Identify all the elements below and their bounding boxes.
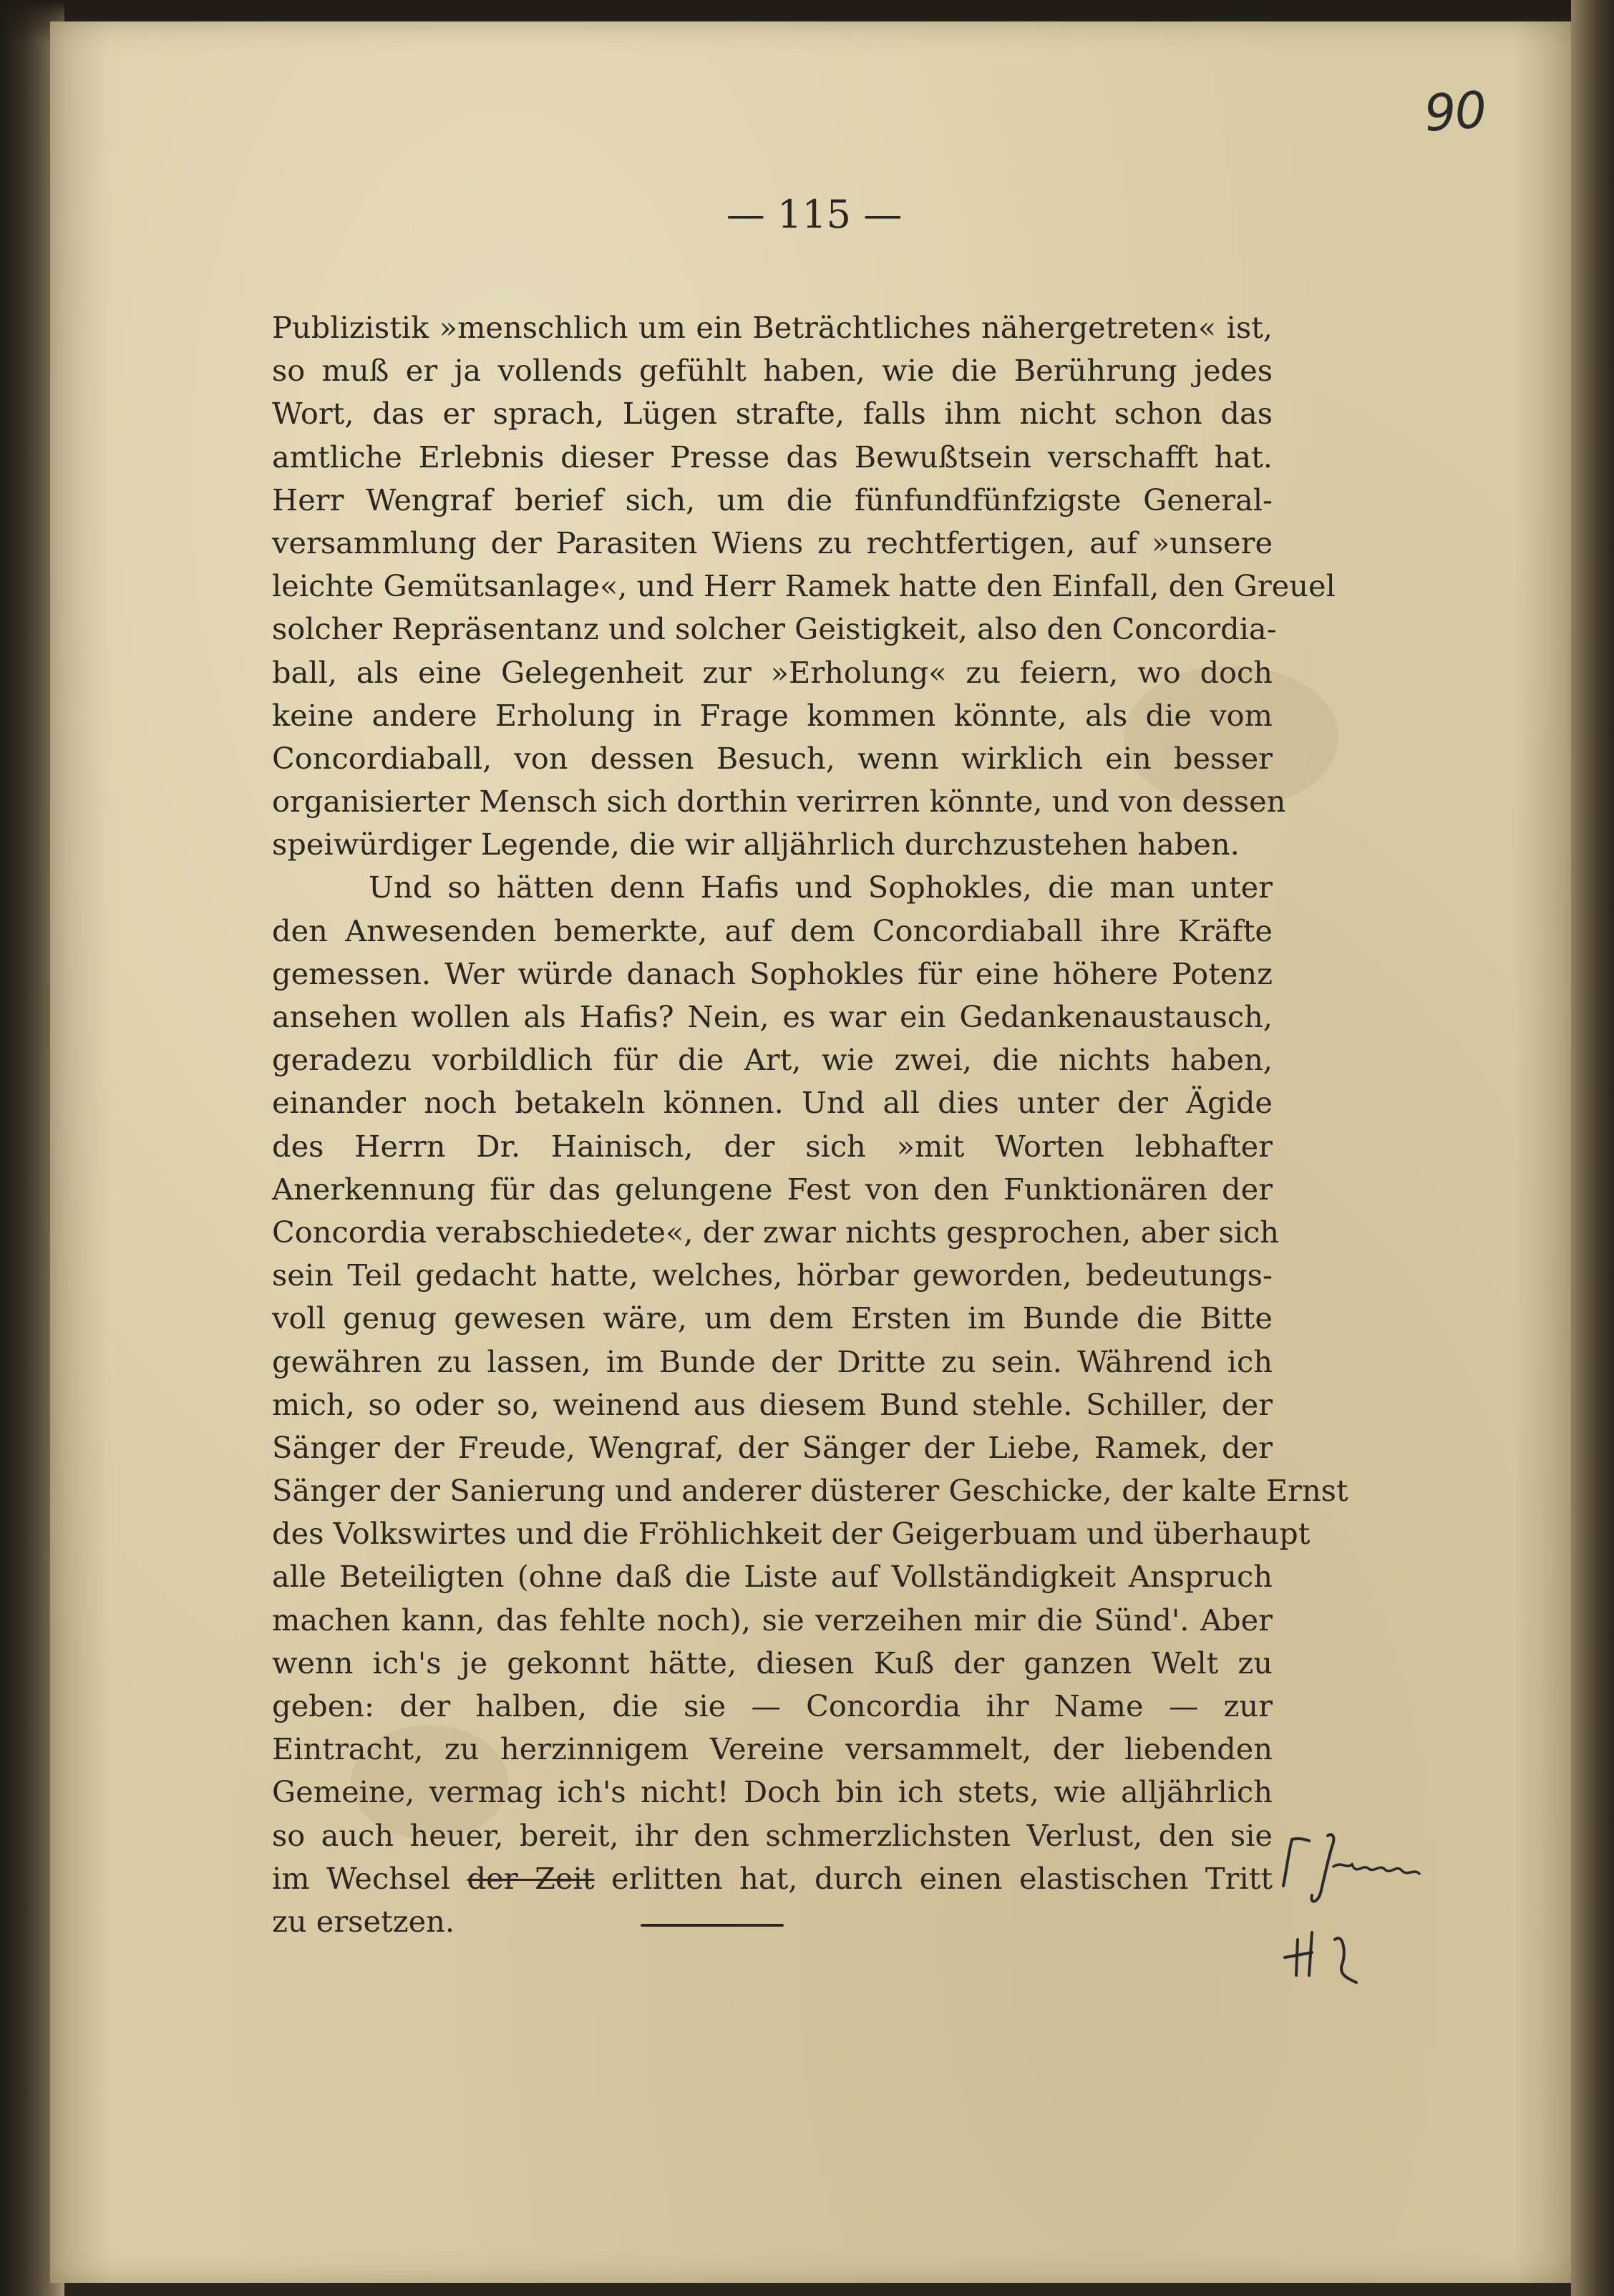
text-line: gemessen. Wer würde danach Sophokles für eine höhere Potenz — [272, 955, 1273, 991]
text-line: ball, als eine Gelegenheit zur »Erholung« zu feiern, wo doch — [272, 654, 1273, 690]
text-line: Sänger der Sanierung und anderer düsterer Geschicke, der kalte Ernst — [272, 1473, 1348, 1509]
text-line: sein Teil gedacht hatte, welches, hörbar geworden, bedeutungs- — [272, 1258, 1273, 1293]
text-line: mich, so oder so, weinend aus diesem Bund stehle. Schiller, der — [272, 1386, 1273, 1422]
text-line: den Anwesenden bemerkte, auf dem Concordiaball ihre Kräfte — [272, 913, 1273, 948]
text-line: Anerkennung für das gelungene Fest von den Funktionären der — [272, 1171, 1273, 1207]
text-line: versammlung der Parasiten Wiens zu rechtfertigen, auf »unsere — [272, 525, 1273, 560]
text-line: voll genug gewesen wäre, um dem Ersten im Bunde die Bitte — [272, 1300, 1273, 1336]
text-line: des Herrn Dr. Hainisch, der sich »mit Worten lebhafter — [272, 1128, 1273, 1164]
text-line: machen kann, das fehlte noch), sie verzeihen mir die Sünd'. Aber — [272, 1602, 1273, 1638]
text-line: geben: der halben, die sie — Concordia ihr Name — zur — [272, 1688, 1273, 1723]
text-segment: erlitten hat, durch einen elastischen Tritt — [594, 1860, 1273, 1896]
text-line: einander noch betakeln können. Und all dies unter der Ägide — [272, 1085, 1273, 1121]
text-line: so muß er ja vollends gefühlt haben, wie die Berührung jedes — [272, 353, 1273, 389]
text-segment: im Wechsel — [272, 1860, 467, 1896]
page-right-edge — [1571, 0, 1614, 2296]
text-line: Publizistik »menschlich um ein Beträchtliches nähergetreten« ist, — [272, 310, 1273, 345]
text-line: des Volkswirtes und die Fröhlichkeit der Geigerbuam und überhaupt — [272, 1516, 1311, 1552]
text-line: wenn ich's je gekonnt hätte, diesen Kuß der ganzen Welt zu — [272, 1645, 1273, 1680]
text-line: geradezu vorbildlich für die Art, wie zwei, die nichts haben, — [272, 1042, 1273, 1078]
text-line-with-correction — [272, 1857, 1273, 1900]
text-line: Herr Wengraf berief sich, um die fünfundfünfzigste General- — [272, 482, 1273, 517]
text-line: Concordia verabschiedete«, der zwar nichts gesprochen, aber sich — [272, 1214, 1280, 1250]
folio-number: 90 — [1422, 80, 1487, 143]
page-number: — 115 — — [726, 192, 903, 237]
text-line: keine andere Erholung in Frage kommen könnte, als die vom — [272, 697, 1273, 733]
end-rule — [641, 1924, 784, 1927]
text-line: leichte Gemütsanlage«, und Herr Ramek hatte den Einfall, den Greuel — [272, 568, 1336, 604]
text-line: Concordiaball, von dessen Besuch, wenn wirklich ein besser — [272, 740, 1273, 776]
handwriting-glyphs — [1278, 1832, 1457, 1990]
text-line: gewähren zu lassen, im Bunde der Dritte zu sein. Während ich — [272, 1343, 1273, 1379]
text-line: Eintracht, zu herzinnigem Vereine versammelt, der liebenden — [272, 1731, 1273, 1767]
text-line: solcher Repräsentanz und solcher Geistigkeit, also den Concordia- — [272, 611, 1277, 647]
text-line: alle Beteiligten (ohne daß die Liste auf Vollständigkeit Anspruch — [272, 1559, 1273, 1595]
body-text — [272, 306, 1348, 1943]
text-line: zu ersetzen. — [272, 1903, 455, 1939]
text-line: organisierter Mensch sich dorthin verirren könnte, und von dessen — [272, 784, 1286, 819]
text-line: speiwürdiger Legende, die wir alljährlich durchzustehen haben. — [272, 827, 1240, 862]
text-line: so auch heuer, bereit, ihr den schmerzlichsten Verlust, den sie — [272, 1817, 1273, 1853]
text-line: Sänger der Freude, Wengraf, der Sänger der Liebe, Ramek, der — [272, 1429, 1273, 1465]
text-line: Und so hätten denn Hafis und Sophokles, die man unter — [369, 870, 1273, 905]
text-line: amtliche Erlebnis dieser Presse das Bewußtsein verschafft hat. — [272, 439, 1273, 475]
text-line: Wort, das er sprach, Lügen strafte, falls ihm nicht schon das — [272, 396, 1273, 432]
text-line: ansehen wollen als Hafis? Nein, es war ein Gedankenaustausch, — [272, 999, 1273, 1034]
text-line: Gemeine, vermag ich's nicht! Doch bin ich stets, wie alljährlich — [272, 1774, 1273, 1810]
handwritten-margin-note — [1278, 1832, 1457, 1990]
struck-text: der Zeit — [467, 1860, 595, 1896]
